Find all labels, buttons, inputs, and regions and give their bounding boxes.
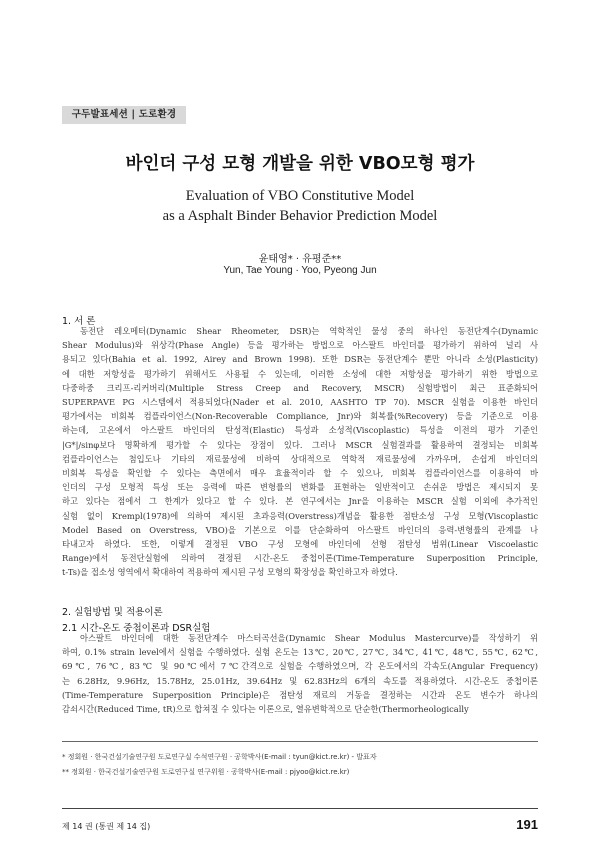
body-line: 평가에서는 비회복 컴플라이언스(Non-Recoverable Compliance, Jnr)와 회복률(%Recovery) 등을 기준으로 이용 (62, 411, 538, 422)
footnote-1: * 정회원 · 한국건설기술연구원 도로연구실 수석연구원 · 공학박사(E-mail : tyun@kict.re.kr) - 발표자 (62, 753, 377, 761)
english-title-line2: as a Asphalt Binder Behavior Prediction Model (162, 208, 438, 224)
section1-body (62, 324, 538, 580)
body-line: 하는데, 고온에서 아스팔트 바인더의 탄성적(Elastic) 특성과 소성적(Viscoplastic) 특성을 이전의 평가 기준인 (62, 425, 538, 436)
body-line: 감쇠시간(Reduced Time, tR)으로 합쳐질 수 있다는 이론으로, 열유변학적으로 단순한(Thermorheologically (62, 704, 469, 715)
section1-heading: 1. 서 론 (62, 316, 96, 327)
authors-korean: 윤태영* · 유평준** (258, 254, 342, 265)
body-line: 동전단 레오메터(Dynamic Shear Rheometer, DSR)는 역학적인 물성 중의 하나인 동전단계수(Dynamic (80, 326, 538, 336)
body-line: Model Based on Overstress, VBO)을 기본으로 이를 단순화하여 아스팔트 바인더의 응력-변형률의 관계를 나 (62, 524, 538, 535)
body-line: 다중하중 크리프-리커버리(Multiple Stress Creep and Recovery, MSCR) 실험방법이 최근 표준화되어 (62, 382, 538, 393)
body-line: 에 대한 저항성을 평가하기 위해서도 사용될 수 있는데, 이러한 소성에 대한 저항성을 평가하기 위한 방법으로 (62, 368, 538, 379)
footnote-2: ** 정회원 · 한국건설기술연구원 도로연구실 연구위원 · 공학박사(E-mail : pjyoo@kict.re.kr) (62, 768, 350, 776)
footnote-divider (62, 741, 538, 742)
body-line: 비회복 특성을 확인할 수 있다는 측면에서 매우 효율적이라 할 수 있으나, 비회복 컴플라이언스를 이용하여 바 (62, 468, 538, 479)
body-line: |G*|/sinφ보다 명확하게 평가할 수 있다는 장점이 있다. 그러나 MSCR 실험결과를 활용하여 결정되는 비회복 (62, 439, 538, 450)
body-line: SUPERPAVE PG 시스템에서 적용되었다(Nader et al. 2010, AASHTO TP 70). MSCR 실험을 이용한 바인더 (62, 397, 538, 408)
body-line: 컴플라이언스는 첨입도나 기타의 재료물성에 비하여 상대적으로 역학적 재료물성에 가까우며, 손쉽게 바인더의 (62, 453, 538, 464)
korean-title: 바인더 구성 모형 개발을 위한 VBO모형 평가 (125, 154, 475, 174)
body-line: Shear Modulus)와 위상각(Phase Angle) 등을 평가하는 방법으로 아스팔트 바인더를 평가하기 위하여 널리 사 (62, 340, 538, 351)
section2-body (62, 631, 538, 716)
body-line: 타내고자 하였다. 또한, 이렇게 결정된 VBO 구성 모형에 바인더에 선형 점탄성 범위(Linear Viscoelastic (62, 539, 538, 550)
english-title-line1: Evaluation of VBO Constitutive Model (185, 188, 415, 204)
section2-1-heading: 2.1 시간-온도 중첩이론과 DSR실험 (62, 623, 211, 634)
body-line: 아스팔트 바인더에 대한 동전단계수 마스터곡선을(Dynamic Shear Modulus Mastercurve)를 작성하기 위 (80, 633, 538, 643)
session-tag: 구두발표세션 | 도로환경 (62, 106, 186, 124)
page-number: 191 (516, 817, 538, 832)
issue-label: 제 14 권 (통권 제 14 집) (62, 822, 151, 831)
body-line: 하고 있다는 점에서 그 한계가 있다고 할 수 있다. 본 연구에서는 Jnr을 이용하는 MSCR 실험 이외에 추가적인 (62, 496, 538, 507)
body-line: 69℃, 76℃, 83℃ 및 90℃에서 7℃간격으로 실험을 수행하였으며, 각 온도에서의 각속도(Angular Frequency) (62, 661, 538, 672)
body-line: 는 6.28Hz, 9.96Hz, 15.78Hz, 25.01Hz, 39.64Hz 및 62.83Hz의 6개의 속도를 적용하였다. 시간-온도 중첩이론 (62, 675, 538, 686)
section2-heading: 2. 실험방법 및 적용이론 (62, 607, 163, 618)
body-line: 실험 없이 Krempl(1978)에 의하여 제시된 초과응력(Overstress)개념을 활용한 점탄소성 구성 모형(Viscoplastic (62, 510, 538, 521)
body-line: (Time-Temperature Superposition Principle)은 점탄성 재료의 거동을 결정하는 시간과 온도 변수가 하나의 (62, 689, 538, 700)
body-line: 인더의 구성 모형적 특성 또는 응력에 따른 변형률의 변화를 표현하는 일반적이고 손쉬운 방법은 제시되지 못 (62, 482, 538, 493)
authors-english: Yun, Tae Young · Yoo, Pyeong Jun (223, 265, 377, 276)
footer-divider (62, 808, 538, 809)
body-line: 용되고 있다(Bahia et al. 1992, Airey and Brown 1998). 또한 DSR는 동전단계수 뿐만 아니라 소성(Plasticity) (62, 354, 538, 365)
body-line: 하여, 0.1% strain level에서 실험을 수행하였다. 실험 온도는 13℃, 20℃, 27℃, 34℃, 41℃, 48℃, 55℃, 62℃, (62, 647, 538, 658)
body-line: Range)에서 동전단실험에 의하여 결정된 시간-온도 중첩이론(Time-Temperature Superposition Principle, (62, 553, 538, 564)
body-line: t-Ts)을 접소성 영역에서 확대하여 적용하여 제시된 구성 모형의 확장성을 확인하고자 하였다. (62, 567, 398, 578)
